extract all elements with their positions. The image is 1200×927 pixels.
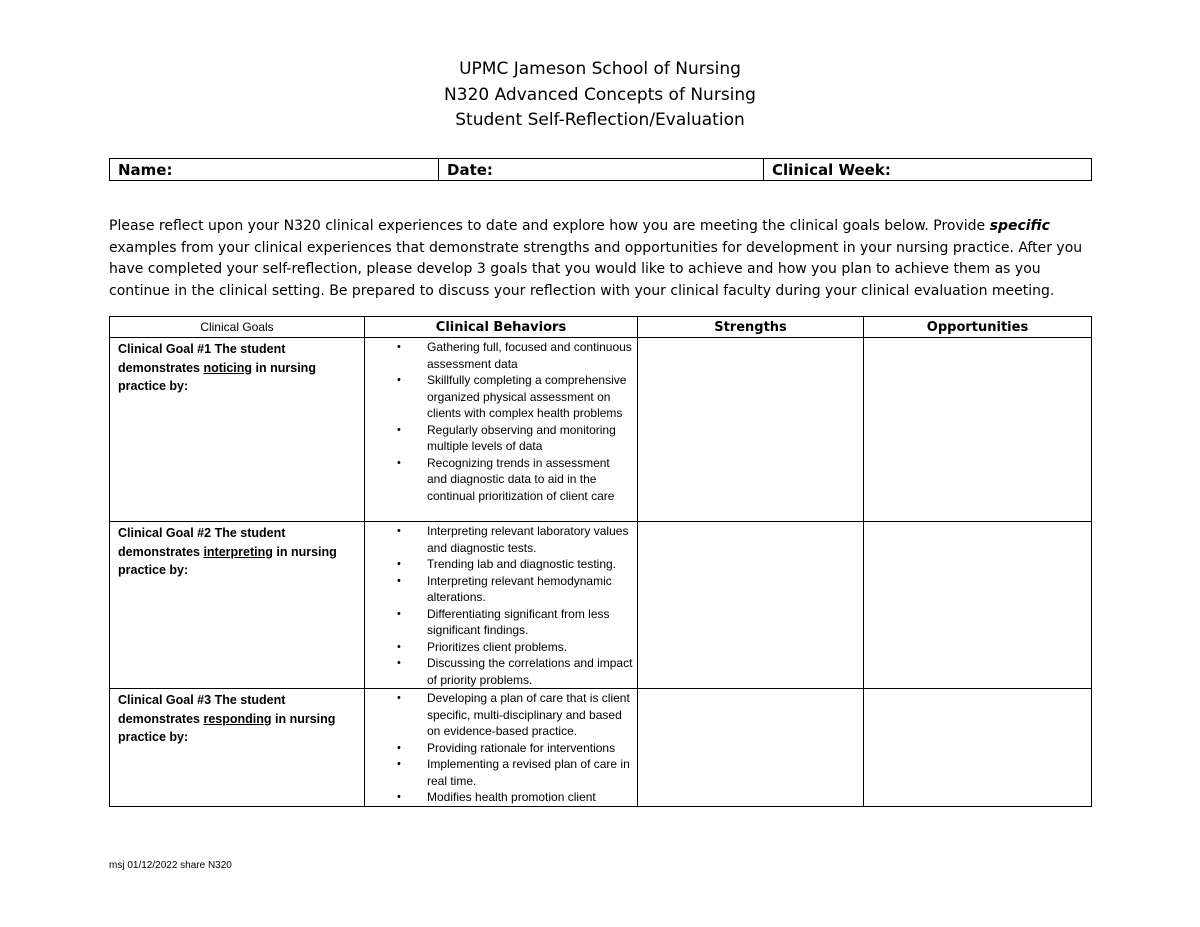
goal-number: Clinical Goal #3 xyxy=(118,693,215,707)
goal-cell xyxy=(110,522,365,689)
list-item: • Differentiating significant from less significant findings. xyxy=(427,606,633,639)
list-item: • Skillfully completing a comprehensive organized physical assessment on clients with complex health problems xyxy=(427,372,633,422)
list-item: • Trending lab and diagnostic testing. xyxy=(427,556,633,573)
list-item: • Interpreting relevant hemodynamic alterations. xyxy=(427,573,633,606)
goal-text-end: in nursing practice by: xyxy=(118,360,316,393)
goal-text-end: in nursing practice by: xyxy=(118,544,337,577)
footer-note: msj 01/12/2022 share N320 xyxy=(109,860,232,871)
behaviors-list xyxy=(365,523,633,688)
instructions-text-end: examples from your clinical experiences that demonstrate strengths and opportunities for development in your nursing practice. After you have completed your self-reflection, please develop 3 goals that you would like to achieve and how you plan to achieve them as you continue in the clinical setting. Be prepared to discuss your reflection with your clinical faculty during your clinical evaluation meeting. xyxy=(109,239,1083,299)
header-opportunities: Opportunities xyxy=(864,317,1092,338)
document-header xyxy=(0,57,1200,134)
list-item: • Interpreting relevant laboratory values and diagnostic tests. xyxy=(427,523,633,556)
school-name: UPMC Jameson School of Nursing xyxy=(459,59,741,79)
behaviors-cell xyxy=(365,338,638,522)
header-strengths: Strengths xyxy=(638,317,864,338)
goal-cell xyxy=(110,338,365,522)
table-row xyxy=(110,522,1092,689)
goal-text-end: in nursing practice by: xyxy=(118,711,336,744)
date-field[interactable] xyxy=(439,159,764,181)
behaviors-list xyxy=(365,690,633,806)
list-item: • Providing rationale for interventions xyxy=(427,740,633,757)
list-item: • Modifies health promotion client xyxy=(427,789,633,806)
instructions-emphasis: specific xyxy=(989,218,1050,234)
goal-text: The student demonstrates xyxy=(118,526,286,559)
list-item: • Regularly observing and monitoring multiple levels of data xyxy=(427,422,633,455)
opportunities-cell[interactable] xyxy=(864,338,1092,522)
goal-text: The student demonstrates xyxy=(118,342,286,375)
header-clinical-goals: Clinical Goals xyxy=(110,317,365,338)
table-row xyxy=(110,689,1092,807)
goal-number: Clinical Goal #1 xyxy=(118,342,215,356)
clinical-week-field[interactable] xyxy=(764,159,1092,181)
opportunities-cell[interactable] xyxy=(864,522,1092,689)
table-header-row xyxy=(110,317,1092,338)
table-row xyxy=(110,338,1092,522)
goal-text: The student demonstrates xyxy=(118,693,286,726)
goal-number: Clinical Goal #2 xyxy=(118,526,215,540)
opportunities-cell[interactable] xyxy=(864,689,1092,807)
strengths-cell[interactable] xyxy=(638,689,864,807)
goal-cell xyxy=(110,689,365,807)
goal-keyword: noticing xyxy=(203,360,253,375)
strengths-cell[interactable] xyxy=(638,522,864,689)
course-title: N320 Advanced Concepts of Nursing xyxy=(444,84,756,105)
list-item: • Developing a plan of care that is client specific, multi-disciplinary and based on evidence-based practice. xyxy=(427,690,633,740)
goal-keyword: responding xyxy=(203,711,272,726)
behaviors-list xyxy=(365,339,633,504)
goal-keyword: interpreting xyxy=(203,544,273,559)
name-label: Name: xyxy=(118,160,173,179)
list-item: • Implementing a revised plan of care in real time. xyxy=(427,756,633,789)
header-clinical-behaviors: Clinical Behaviors xyxy=(365,317,638,338)
list-item: • Gathering full, focused and continuous assessment data xyxy=(427,339,633,372)
form-title: Student Self-Reflection/Evaluation xyxy=(455,110,745,130)
name-field[interactable] xyxy=(110,159,439,181)
list-item: • Discussing the correlations and impact of priority problems. xyxy=(427,655,633,688)
date-label: Date: xyxy=(447,160,493,179)
instructions-text-start: Please reflect upon your N320 clinical experiences to date and explore how you are meeting the clinical goals below. Provide xyxy=(109,218,990,234)
list-item: • Prioritizes client problems. xyxy=(427,639,633,656)
clinical-week-label: Clinical Week: xyxy=(772,160,891,179)
student-info-table xyxy=(109,158,1092,181)
instructions-paragraph xyxy=(109,216,1094,302)
behaviors-cell xyxy=(365,689,638,807)
clinical-goals-table xyxy=(109,316,1092,807)
strengths-cell[interactable] xyxy=(638,338,864,522)
behaviors-cell xyxy=(365,522,638,689)
list-item: • Recognizing trends in assessment and diagnostic data to aid in the continual prioritization of client care xyxy=(427,455,633,505)
